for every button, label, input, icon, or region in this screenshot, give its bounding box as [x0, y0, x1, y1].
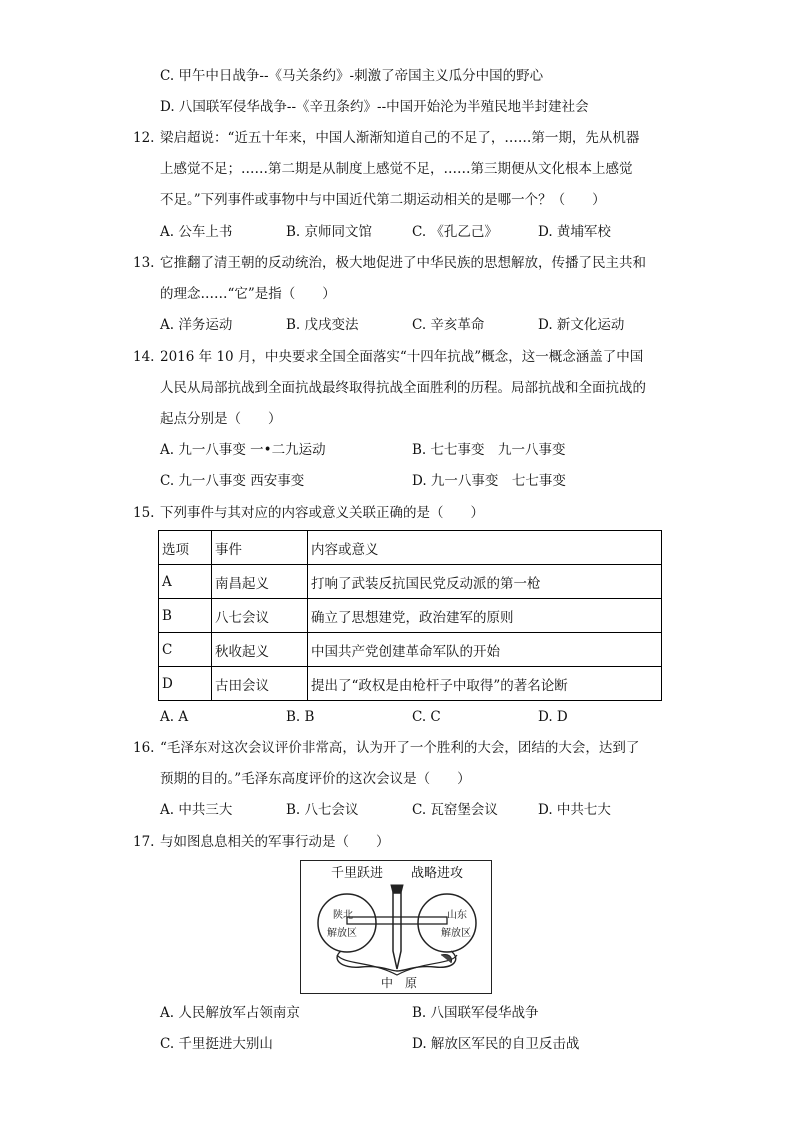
q16-option-d: D. 中共七大 [538, 802, 611, 818]
label-top-right: 战略进攻 [411, 866, 464, 881]
table-cell: 打响了武装反抗国民党反动派的第一枪 [308, 565, 662, 599]
left-circle-line2: 解放区 [327, 928, 357, 939]
table-header-row [159, 531, 662, 565]
q11-option-c: C. 甲午中日战争--《马关条约》-刺激了帝国主义瓜分中国的野心 [160, 68, 544, 84]
q14-number: 14. [133, 349, 155, 365]
q14-stem-line2: 人民从局部抗战到全面抗战最终取得抗战全面胜利的历程。局部抗战和全面抗战的 [160, 380, 646, 396]
table-cell: 秋收起义 [212, 633, 308, 667]
q17-option-a: A. 人民解放军占领南京 [160, 1005, 300, 1021]
table-row [159, 633, 662, 667]
crossbar [347, 917, 447, 924]
q15-option-c: C. C [412, 709, 441, 725]
q16-number: 16. [133, 740, 155, 756]
table-cell: 八七会议 [212, 599, 308, 633]
table-header-cell: 选项 [159, 531, 212, 565]
q14-option-d: D. 九一八事变 七七事变 [412, 473, 566, 489]
q12-option-a: A. 公车上书 [160, 224, 233, 240]
q12-stem-line3: 不足。”下列事件或事物中与中国近代第二期运动相关的是哪一个？（ ） [160, 192, 606, 208]
q12-number: 12. [133, 130, 155, 146]
q16-option-a: A. 中共三大 [160, 802, 233, 818]
q15-option-b: B. B [286, 709, 315, 725]
table-cell: 南昌起义 [212, 565, 308, 599]
q14-stem-line3: 起点分别是（ ） [160, 411, 282, 427]
q13-stem-line1: 它推翻了清王朝的反动统治，极大地促进了中华民族的思想解放，传播了民主共和 [160, 255, 646, 271]
table-cell: 提出了“政权是由枪杆子中取得”的著名论断 [308, 667, 662, 701]
q17-stem: 与如图息息相关的军事行动是（ ） [160, 834, 390, 850]
q13-option-b: B. 戊戌变法 [286, 317, 359, 333]
q16-option-b: B. 八七会议 [286, 802, 359, 818]
q12-stem-line1: 梁启超说：“近五十年来，中国人渐渐知道自己的不足了，……第一期，先从机器 [160, 130, 640, 146]
q14-stem-line1: 2016 年 10 月，中央要求全国全面落实“十四年抗战”概念，这一概念涵盖了中国 [160, 349, 644, 365]
q12-stem-line2: 上感觉不足；……第二期是从制度上感觉不足，……第三期便从文化根本上感觉 [160, 161, 633, 177]
q15-stem: 下列事件与其对应的内容或意义关联正确的是（ ） [160, 505, 484, 521]
q12-option-b: B. 京师同文馆 [286, 224, 373, 240]
q17-option-b: B. 八国联军侵华战争 [412, 1005, 539, 1021]
q17-figure [300, 860, 492, 994]
right-circle-line2: 解放区 [441, 928, 471, 939]
sword-blade [393, 893, 401, 969]
table-cell: 中国共产党创建革命军队的开始 [308, 633, 662, 667]
q17-option-c: C. 千里挺进大别山 [160, 1036, 273, 1052]
q11-option-d: D. 八国联军侵华战争--《辛丑条约》--中国开始沦为半殖民地半封建社会 [160, 99, 589, 115]
q15-option-d: D. D [538, 709, 568, 725]
table-row [159, 565, 662, 599]
table-row [159, 667, 662, 701]
q13-number: 13. [133, 255, 155, 271]
label-top-left: 千里跃进 [331, 866, 384, 881]
table-header-cell: 事件 [212, 531, 308, 565]
q14-option-b: B. 七七事变 九一八事变 [412, 442, 566, 458]
label-bottom: 中 原 [381, 976, 418, 990]
q15-table [158, 530, 662, 701]
table-cell: B [159, 599, 212, 633]
strategic-map-illustration [301, 861, 491, 993]
q13-option-a: A. 洋务运动 [160, 317, 233, 333]
q16-stem-line1: “毛泽东对这次会议评价非常高，认为开了一个胜利的大会，团结的大会，达到了 [160, 740, 640, 756]
q13-option-c: C. 辛亥革命 [412, 317, 485, 333]
q12-option-d: D. 黄埔军校 [538, 224, 611, 240]
table-cell: 古田会议 [212, 667, 308, 701]
q17-number: 17. [133, 834, 155, 850]
q12-option-c: C. 《孔乙己》 [412, 224, 498, 240]
q13-stem-line2: 的理念……“它”是指（ ） [160, 286, 336, 302]
table-header-cell: 内容或意义 [308, 531, 662, 565]
table-row [159, 599, 662, 633]
left-circle-line1: 陕北 [333, 910, 353, 921]
table-cell: D [159, 667, 212, 701]
q15-number: 15. [133, 505, 155, 521]
table-cell: C [159, 633, 212, 667]
q14-option-c: C. 九一八事变 西安事变 [160, 473, 305, 489]
q17-option-d: D. 解放区军民的自卫反击战 [412, 1036, 580, 1052]
sword-hilt [391, 885, 403, 893]
q14-option-a: A. 九一八事变 一•二九运动 [160, 442, 326, 458]
q13-option-d: D. 新文化运动 [538, 317, 625, 333]
table-cell: 确立了思想建党，政治建军的原则 [308, 599, 662, 633]
q16-stem-line2: 预期的目的。”毛泽东高度评价的这次会议是（ ） [160, 771, 471, 787]
q16-option-c: C. 瓦窑堡会议 [412, 802, 498, 818]
q15-option-a: A. A [160, 709, 189, 725]
table-cell: A [159, 565, 212, 599]
right-circle-line1: 山东 [447, 910, 467, 921]
